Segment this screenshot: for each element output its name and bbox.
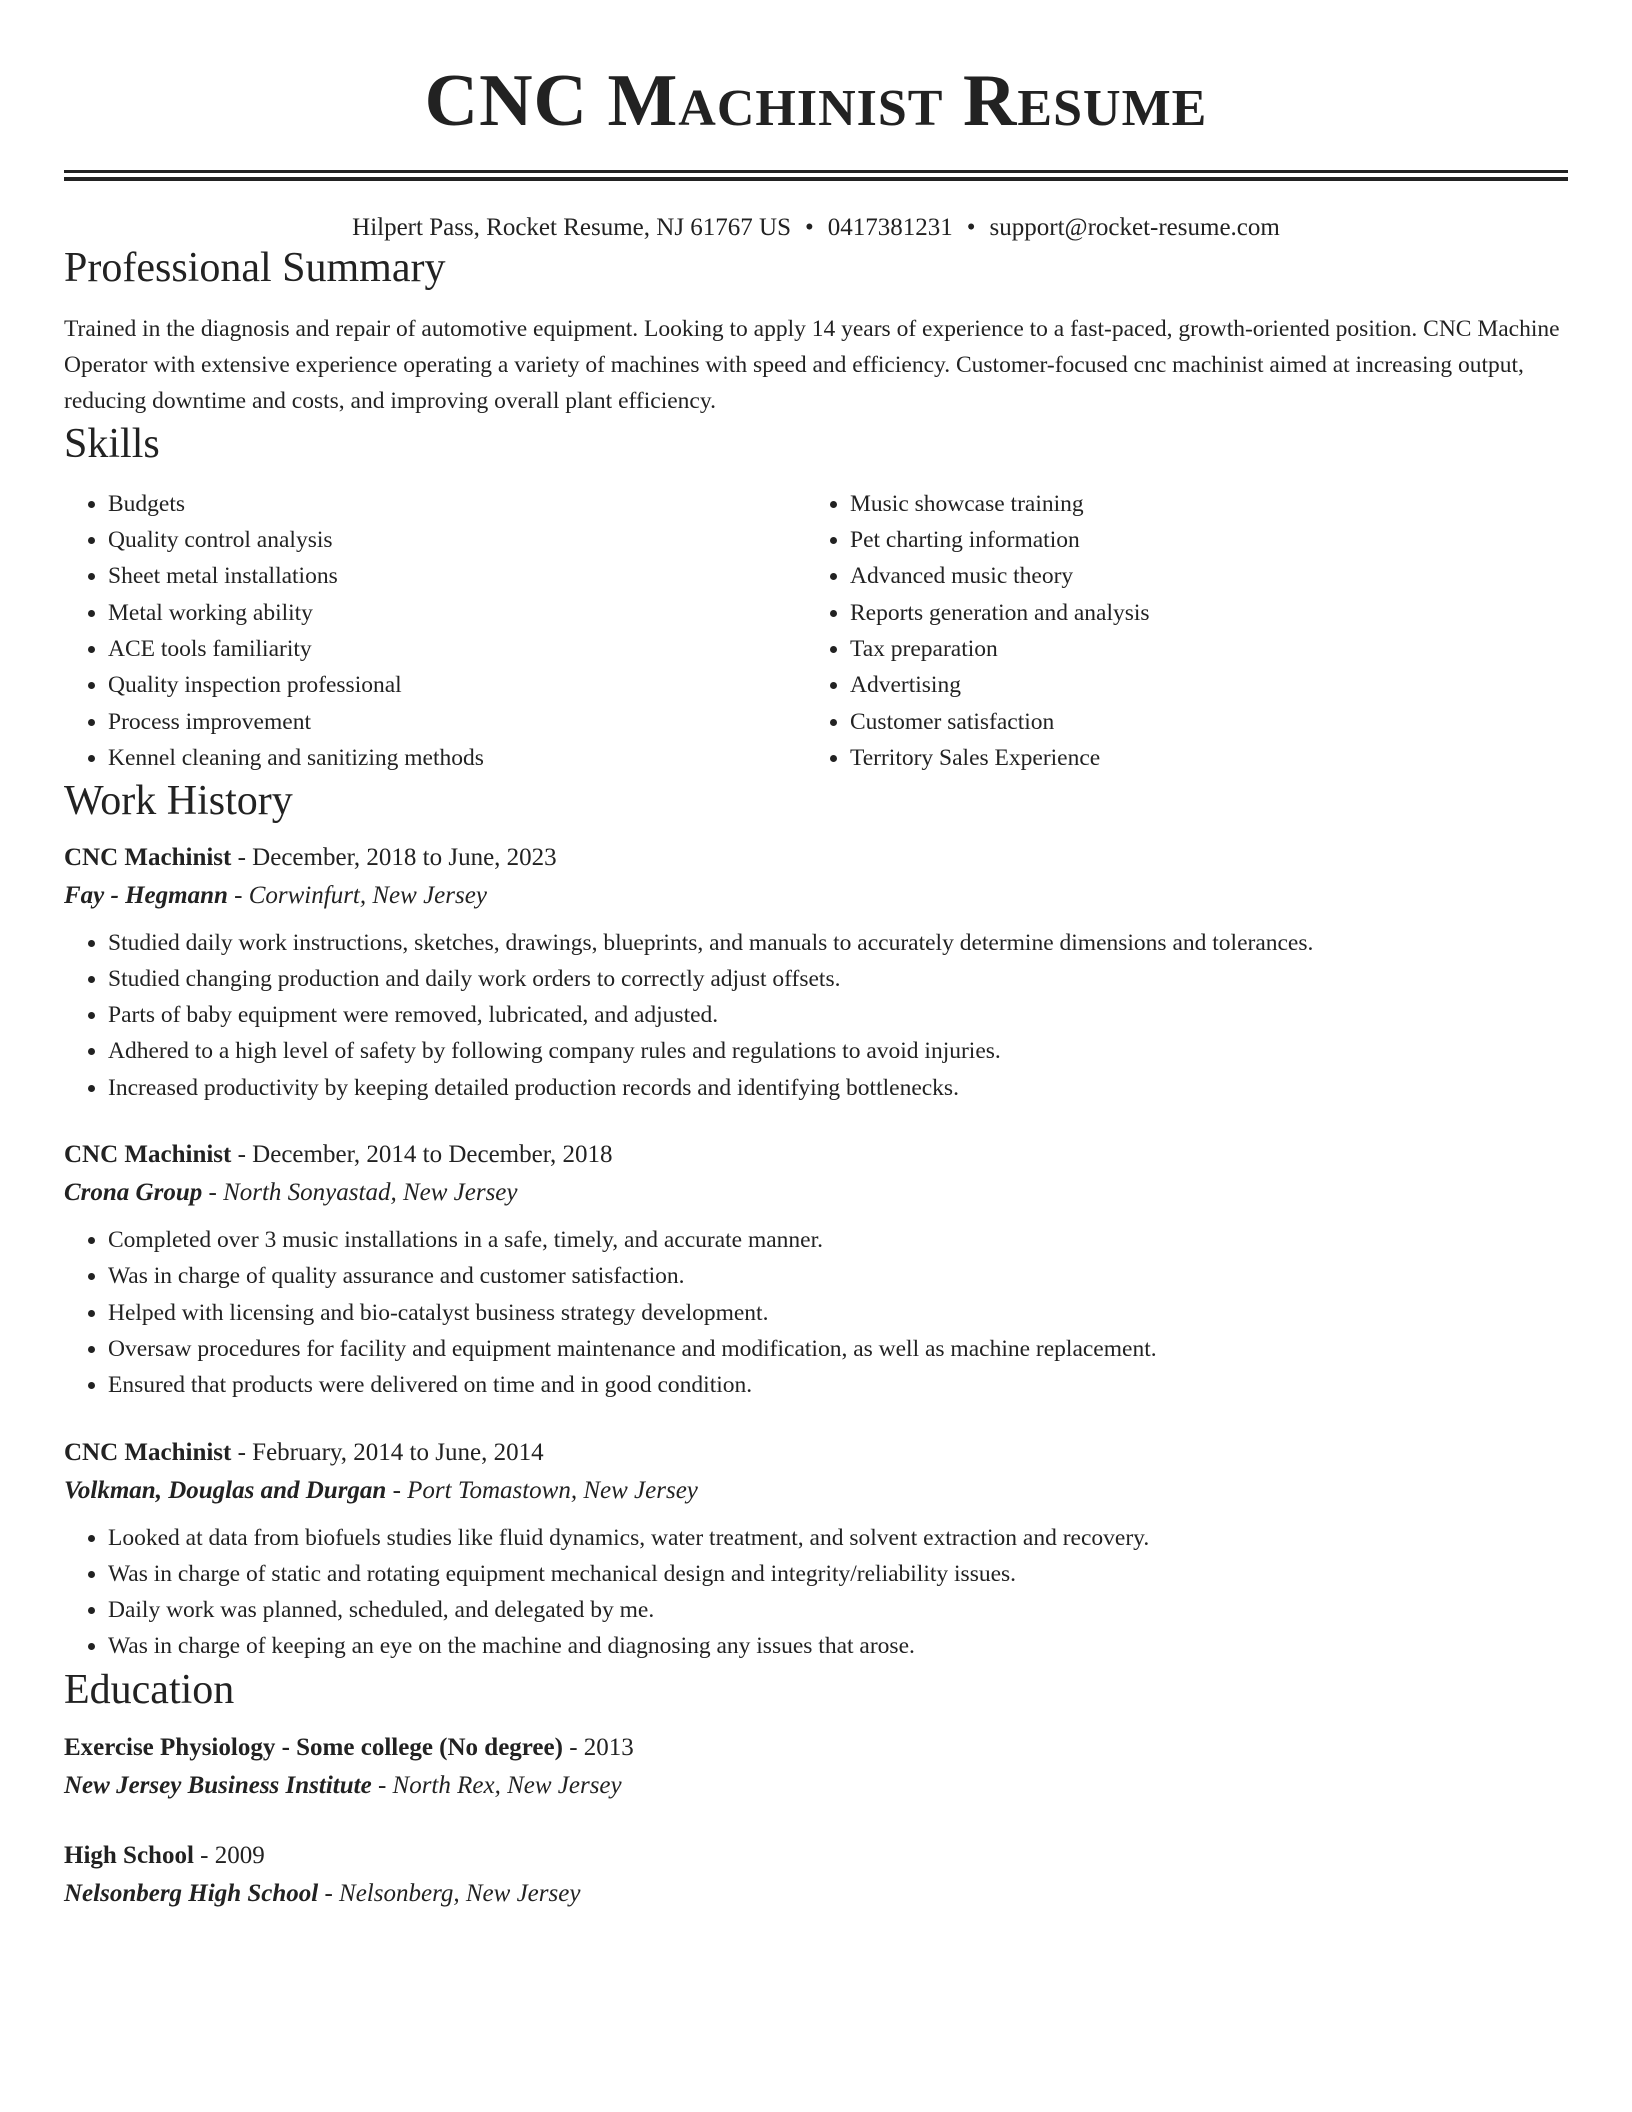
skill-item: • ACE tools familiarity: [108, 631, 806, 667]
job-location: - North Sonyastad, New Jersey: [202, 1179, 518, 1207]
education-school: New Jersey Business Institute: [64, 1772, 372, 1800]
job-duty: • Adhered to a high level of safety by following company rules and regulations to avoid injuries.: [108, 1033, 1568, 1069]
job-duty: • Was in charge of quality assurance and customer satisfaction.: [108, 1258, 1568, 1294]
job-duty: • Oversaw procedures for facility and equipment maintenance and modification, as well as machine replacement.: [108, 1331, 1568, 1367]
summary-heading: Professional Summary: [64, 245, 446, 291]
job-company: Crona Group: [64, 1179, 203, 1207]
skill-item: • Tax preparation: [850, 631, 1548, 667]
job-header: [64, 1136, 1568, 1174]
job-duties: [64, 925, 1568, 1106]
job-duty: • Was in charge of keeping an eye on the machine and diagnosing any issues that arose.: [108, 1628, 1568, 1664]
job-employer: [64, 877, 1568, 915]
job-header: [64, 839, 1568, 877]
job-duty: • Studied daily work instructions, sketches, drawings, blueprints, and manuals to accurately determine dimensions and tolerances.: [108, 925, 1568, 961]
contact-email: support@rocket-resume.com: [989, 214, 1280, 241]
skill-item: • Quality control analysis: [108, 522, 806, 558]
skill-item: • Budgets: [108, 486, 806, 522]
summary-text: Trained in the diagnosis and repair of automotive equipment. Looking to apply 14 years of experience to a fast-paced, growth-oriented position. CNC Machine Operator with extensive experience operating a variety of machines with speed and efficiency. Customer-focused cnc machinist aimed at increasing output, reducing downtime and costs, and improving overall plant efficiency.: [64, 316, 1560, 415]
skills-list-right: [806, 486, 1548, 776]
skill-item: • Reports generation and analysis: [850, 595, 1548, 631]
skill-item: • Customer satisfaction: [850, 704, 1548, 740]
education-year: - 2013: [562, 1734, 634, 1762]
job-duty: • Daily work was planned, scheduled, and delegated by me.: [108, 1592, 1568, 1628]
job-dates: - December, 2018 to June, 2023: [231, 843, 557, 871]
work-history-heading: Work History: [64, 778, 293, 825]
skills-list-left: [64, 486, 806, 776]
skill-item: • Pet charting information: [850, 522, 1548, 558]
skill-item: • Kennel cleaning and sanitizing methods: [108, 740, 806, 776]
job-location: - Corwinfurt, New Jersey: [227, 881, 487, 909]
job-dates: - February, 2014 to June, 2014: [231, 1438, 544, 1466]
education-degree: High School: [64, 1842, 194, 1870]
job-duty: • Studied changing production and daily work orders to correctly adjust offsets.: [108, 961, 1568, 997]
education-school: Nelsonberg High School: [64, 1880, 319, 1908]
skills-columns: [64, 486, 1568, 776]
job-dates: - December, 2014 to December, 2018: [231, 1141, 613, 1169]
job-entry: [64, 1434, 1568, 1665]
job-employer: [64, 1472, 1568, 1510]
resume-title: CNC Machinist Resume: [424, 60, 1208, 142]
job-duty: • Increased productivity by keeping detailed production records and identifying bottlenecks.: [108, 1070, 1568, 1106]
education-heading: Education: [64, 1666, 235, 1713]
education-location: - Nelsonberg, New Jersey: [318, 1880, 581, 1908]
skill-item: • Sheet metal installations: [108, 558, 806, 594]
contact-address: Hilpert Pass, Rocket Resume, NJ 61767 US: [352, 214, 792, 241]
job-entry: [64, 839, 1568, 1106]
job-title: CNC Machinist: [64, 1141, 232, 1169]
job-location: - Port Tomastown, New Jersey: [386, 1476, 698, 1504]
title-rule-bottom: [64, 177, 1568, 181]
education-entry: [64, 1729, 1568, 1805]
education-entry: [64, 1837, 1568, 1913]
title-rule-top: [64, 170, 1568, 173]
job-header: [64, 1434, 1568, 1472]
job-entry: [64, 1136, 1568, 1403]
skills-heading: Skills: [64, 421, 160, 468]
job-company: Volkman, Douglas and Durgan: [64, 1476, 387, 1504]
skill-item: • Music showcase training: [850, 486, 1548, 522]
skill-item: • Advertising: [850, 667, 1548, 703]
contact-phone: 0417381231: [827, 214, 953, 241]
skill-item: • Metal working ability: [108, 595, 806, 631]
education-school-line: [64, 1875, 1568, 1913]
education-year: - 2009: [193, 1842, 265, 1870]
skill-item: • Quality inspection professional: [108, 667, 806, 703]
job-title: CNC Machinist: [64, 1438, 232, 1466]
skill-item: • Process improvement: [108, 704, 806, 740]
job-company: Fay - Hegmann: [64, 881, 228, 909]
job-duties: [64, 1222, 1568, 1403]
job-duty: • Parts of baby equipment were removed, lubricated, and adjusted.: [108, 997, 1568, 1033]
job-title: CNC Machinist: [64, 843, 232, 871]
education-header: [64, 1729, 1568, 1767]
job-duty: • Completed over 3 music installations in a safe, timely, and accurate manner.: [108, 1222, 1568, 1258]
job-duties: [64, 1520, 1568, 1665]
job-duty: • Helped with licensing and bio-catalyst business strategy development.: [108, 1295, 1568, 1331]
contact-separator: •: [805, 214, 814, 241]
education-header: [64, 1837, 1568, 1875]
education-degree: Exercise Physiology - Some college (No degree): [64, 1734, 563, 1762]
job-duty: • Looked at data from biofuels studies like fluid dynamics, water treatment, and solvent extraction and recovery.: [108, 1520, 1568, 1556]
skill-item: • Advanced music theory: [850, 558, 1548, 594]
job-employer: [64, 1174, 1568, 1212]
education-location: - North Rex, New Jersey: [371, 1772, 622, 1800]
skill-item: • Territory Sales Experience: [850, 740, 1548, 776]
contact-separator: •: [966, 214, 976, 241]
contact-line: [64, 213, 1568, 243]
job-duty: • Ensured that products were delivered on time and in good condition.: [108, 1367, 1568, 1403]
job-duty: • Was in charge of static and rotating equipment mechanical design and integrity/reliability issues.: [108, 1556, 1568, 1592]
education-school-line: [64, 1767, 1568, 1805]
